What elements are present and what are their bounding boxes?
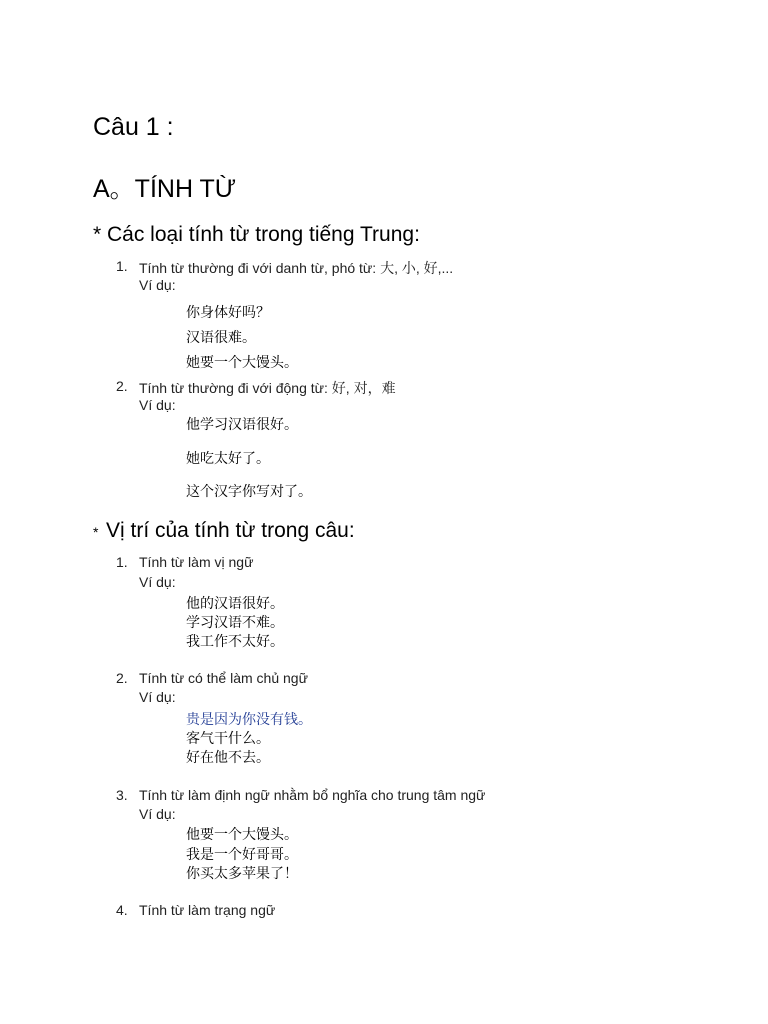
example-label: Ví dụ: <box>139 806 176 822</box>
positions-heading: Vị trí của tính từ trong câu: <box>106 519 355 542</box>
example-sentence: 她吃太好了。 <box>186 451 270 467</box>
list-item: Tính từ thường đi với danh từ, phó từ: 大, 小, 好,... <box>139 260 454 276</box>
list-number: 3. <box>116 787 128 803</box>
page-title: Câu 1 : <box>93 113 174 141</box>
example-sentence: 我工作不太好。 <box>186 634 284 650</box>
example-sentence: 贵是因为你没有钱。 <box>186 712 312 728</box>
heading-bullet: * <box>93 524 99 540</box>
example-sentence: 汉语很难。 <box>186 330 256 346</box>
list-item: Tính từ thường đi với động từ: 好, 对，难 <box>139 380 396 396</box>
example-sentence: 你身体好吗？ <box>186 305 270 321</box>
list-item: Tính từ làm định ngữ nhằm bổ nghĩa cho trung tâm ngữ <box>139 787 486 803</box>
example-sentence: 这个汉字你写对了。 <box>186 484 312 500</box>
list-number: 4. <box>116 902 128 918</box>
list-item: Tính từ làm trạng ngữ <box>139 902 276 918</box>
example-sentence: 他学习汉语很好。 <box>186 417 298 433</box>
list-number: 1. <box>116 554 128 570</box>
example-sentence: 学习汉语不难。 <box>186 615 284 631</box>
list-item: Tính từ có thể làm chủ ngữ <box>139 670 308 686</box>
example-sentence: 她要一个大馒头。 <box>186 355 298 371</box>
section-a-heading: A。TÍNH TỪ <box>93 175 237 203</box>
example-sentence: 好在他不去。 <box>186 750 270 766</box>
example-sentence: 客气干什么。 <box>186 731 270 747</box>
list-number: 2. <box>116 378 128 394</box>
example-label: Ví dụ: <box>139 277 176 293</box>
list-number: 1. <box>116 258 128 274</box>
types-heading: * Các loại tính từ trong tiếng Trung: <box>93 223 420 246</box>
example-label: Ví dụ: <box>139 689 176 705</box>
example-label: Ví dụ: <box>139 574 176 590</box>
example-label: Ví dụ: <box>139 397 176 413</box>
list-number: 2. <box>116 670 128 686</box>
example-sentence: 他的汉语很好。 <box>186 596 284 612</box>
example-sentence: 你买太多苹果了！ <box>186 866 298 882</box>
list-item: Tính từ làm vị ngữ <box>139 554 254 570</box>
example-sentence: 他要一个大馒头。 <box>186 827 298 843</box>
example-sentence: 我是一个好哥哥。 <box>186 847 298 863</box>
